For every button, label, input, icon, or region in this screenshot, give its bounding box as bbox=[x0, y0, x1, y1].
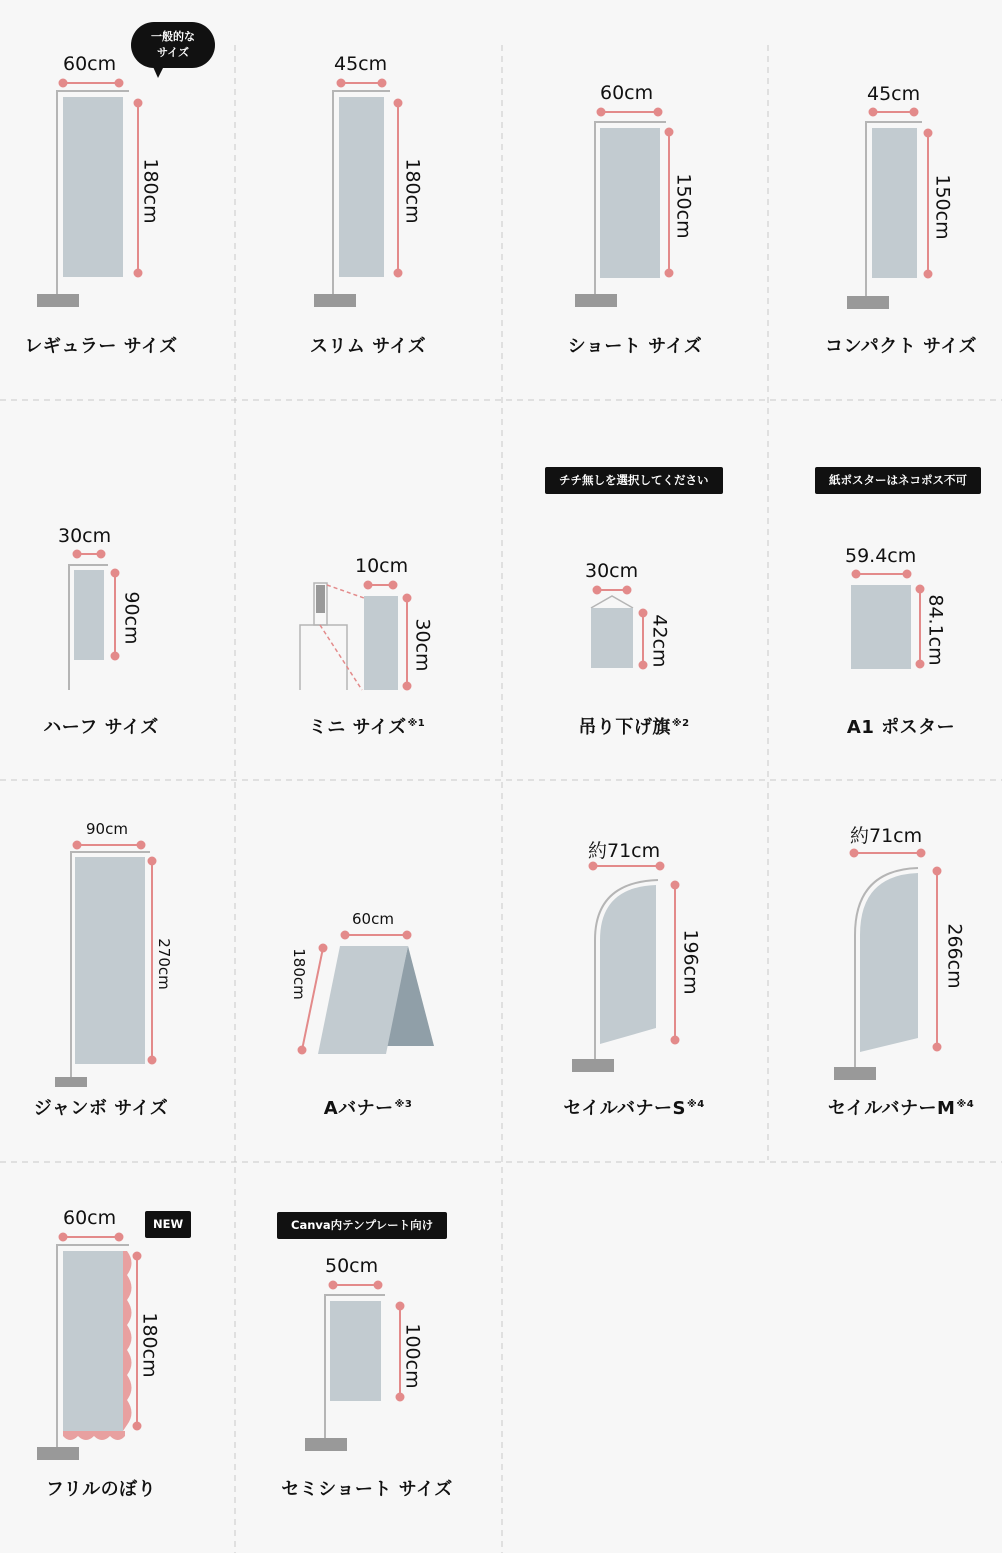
label-sail-s: セイルバナー$S^{※4}$ bbox=[563, 1098, 705, 1119]
popular-size-bubble bbox=[131, 22, 215, 68]
a1-poster-width: 59.4cm bbox=[845, 545, 917, 567]
note-sail-m: ※4 bbox=[956, 1099, 975, 1110]
label-compact: コンパクト サイズ bbox=[824, 336, 978, 357]
note-mini: ※1 bbox=[407, 718, 426, 729]
jumbo-height: 270cm bbox=[154, 938, 173, 990]
label-slim: スリム サイズ bbox=[309, 336, 427, 357]
regular-width: 60cm bbox=[63, 53, 117, 75]
hanging-flag-illustration bbox=[591, 587, 647, 669]
canva-template-tag: Canva内テンプレート向け bbox=[277, 1212, 447, 1239]
mini-banner-illustration bbox=[300, 582, 411, 691]
label-short: ショート サイズ bbox=[567, 336, 703, 357]
mini-width: 10cm bbox=[355, 555, 409, 577]
compact-width: 45cm bbox=[867, 83, 921, 105]
frill-width: 60cm bbox=[63, 1207, 117, 1229]
sail-m-width: 約71cm bbox=[850, 825, 923, 847]
no-loop-tag: チチ無しを選択してください bbox=[545, 467, 723, 494]
sail-banner-s-illustration bbox=[572, 863, 679, 1073]
label-jumbo: ジャンボ サイズ bbox=[33, 1098, 169, 1119]
label-a1-poster: A1 ポスター bbox=[846, 717, 956, 738]
new-badge: NEW bbox=[145, 1211, 191, 1238]
label-a-banner: Aバナー$^{※3}$ bbox=[323, 1098, 413, 1119]
slim-width: 45cm bbox=[334, 53, 388, 75]
label-hanging-flag: 吊り下げ旗$^{※2}$ bbox=[578, 717, 690, 738]
short-banner-illustration bbox=[575, 109, 673, 308]
hanging-flag-height: 42cm bbox=[648, 614, 671, 668]
mini-height: 30cm bbox=[411, 618, 434, 672]
label-half: ハーフ サイズ bbox=[43, 717, 159, 738]
semi-short-width: 50cm bbox=[325, 1255, 379, 1277]
short-width: 60cm bbox=[600, 82, 654, 104]
hanging-flag-width: 30cm bbox=[585, 560, 639, 582]
bubble-line-1: 一般的な bbox=[151, 30, 195, 43]
a1-poster-height: 84.1cm bbox=[924, 594, 947, 666]
slim-height: 180cm bbox=[401, 158, 424, 224]
sail-m-height: 266cm bbox=[943, 923, 966, 989]
a-banner-width: 60cm bbox=[352, 910, 394, 928]
frill-banner-illustration bbox=[37, 1234, 141, 1461]
label-frill: フリルのぼり bbox=[45, 1479, 157, 1500]
sail-s-width: 約71cm bbox=[588, 840, 661, 862]
a-banner-height: 180cm bbox=[289, 948, 308, 1000]
bubble-line-2: サイズ bbox=[156, 46, 190, 59]
half-width: 30cm bbox=[58, 525, 112, 547]
label-regular: レギュラー サイズ bbox=[24, 336, 178, 357]
semi-short-banner-illustration bbox=[305, 1282, 404, 1452]
frill-height: 180cm bbox=[138, 1312, 161, 1378]
slim-banner-illustration bbox=[314, 80, 402, 308]
a-banner-illustration bbox=[299, 932, 435, 1055]
half-banner-illustration bbox=[69, 551, 119, 691]
a1-poster-illustration bbox=[851, 571, 924, 670]
note-a-banner: ※3 bbox=[394, 1099, 413, 1110]
poster-shipping-tag: 紙ポスターはネコポス不可 bbox=[815, 467, 981, 494]
compact-banner-illustration bbox=[847, 109, 932, 310]
semi-short-height: 100cm bbox=[401, 1323, 424, 1389]
regular-height: 180cm bbox=[139, 158, 162, 224]
label-sail-m: セイルバナー$M^{※4}$ bbox=[827, 1098, 975, 1119]
short-height: 150cm bbox=[672, 173, 695, 239]
jumbo-width: 90cm bbox=[86, 820, 128, 838]
jumbo-banner-illustration bbox=[55, 842, 156, 1088]
compact-height: 150cm bbox=[931, 174, 954, 240]
half-height: 90cm bbox=[120, 591, 143, 645]
sail-s-height: 196cm bbox=[679, 929, 702, 995]
sail-banner-m-illustration bbox=[834, 850, 941, 1081]
note-hanging-flag: ※2 bbox=[671, 718, 690, 729]
label-semi-short: セミショート サイズ bbox=[281, 1479, 453, 1500]
label-mini: ミニ サイズ$^{※1}$ bbox=[308, 717, 426, 738]
note-sail-s: ※4 bbox=[686, 1099, 705, 1110]
